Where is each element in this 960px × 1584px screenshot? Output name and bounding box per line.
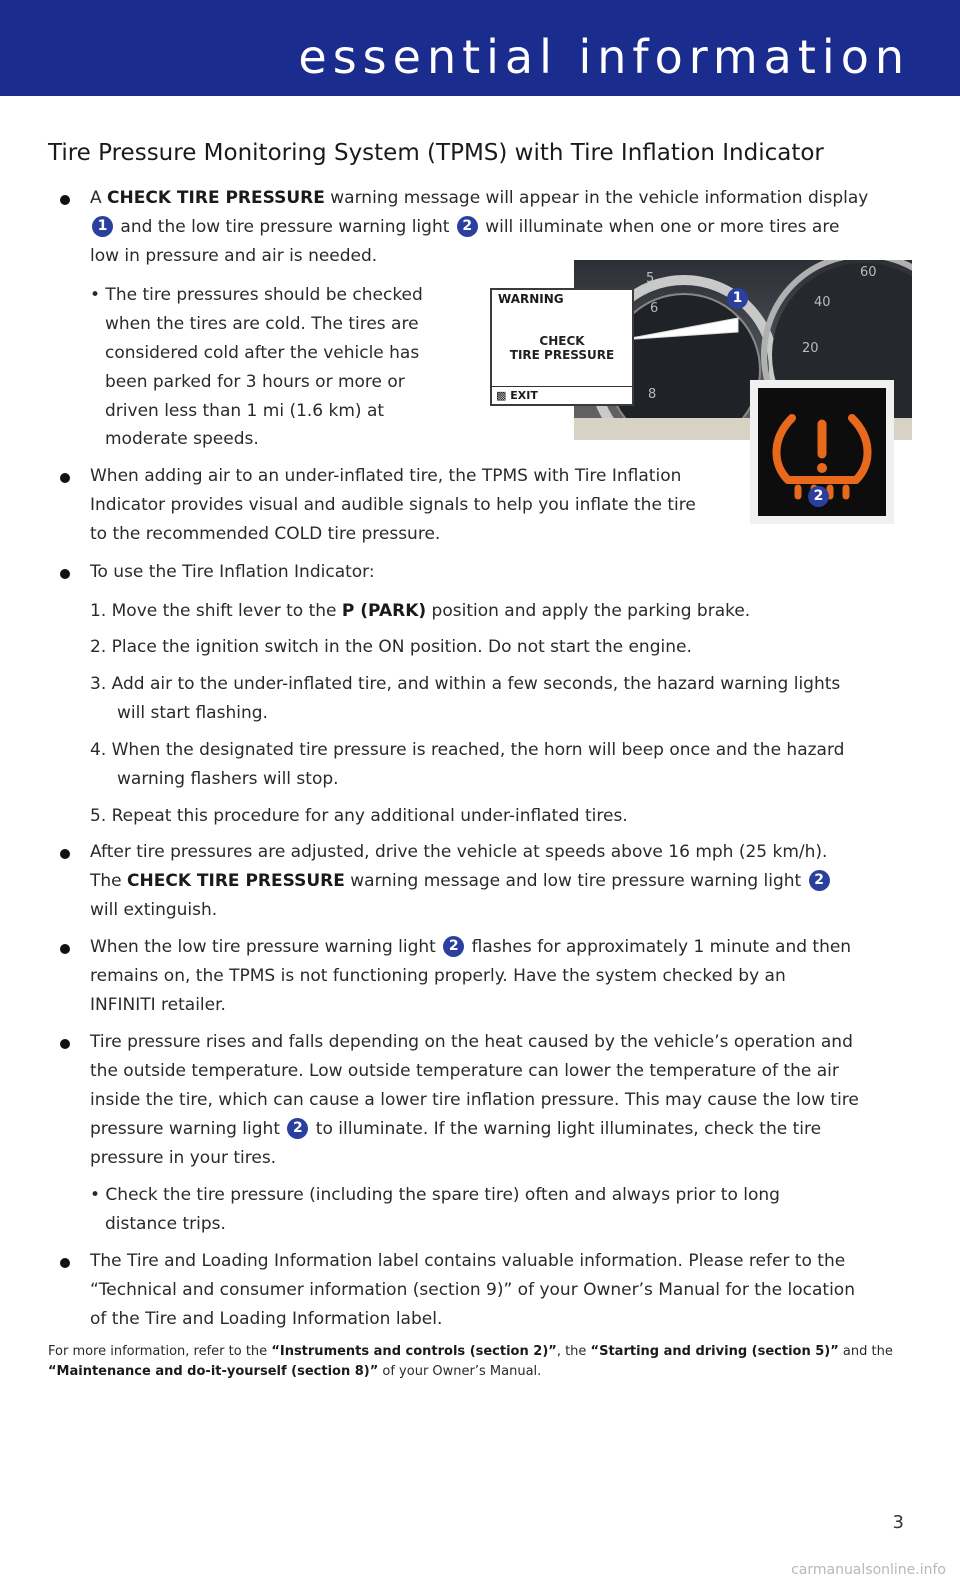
bullet-7-line-1: The Tire and Loading Information label contains valuable information. Please refer to the — [90, 1251, 846, 1271]
bullet-2-line-2: Indicator provides visual and audible signals to help you inflate the tire — [90, 495, 696, 515]
gauge-number: 20 — [802, 341, 819, 356]
bullet-1-sub-line-3: considered cold after the vehicle has — [105, 343, 420, 363]
display-divider — [492, 386, 632, 387]
gauge-number: 40 — [814, 295, 831, 310]
warning-line-1: CHECK — [539, 334, 585, 348]
callout-2-badge: 2 — [808, 486, 829, 507]
step-5: 5. Repeat this procedure for any additional under-inflated tires. — [90, 806, 628, 826]
bullet-5-line-1: When the low tire pressure warning light 2 flashes for approximately 1 minute and then — [90, 937, 852, 957]
bullet-1-sub-line-6: moderate speeds. — [105, 429, 259, 449]
bullet-6-line-2: the outside temperature. Low outside temperature can lower the temperature of the air — [90, 1061, 839, 1081]
callout-1-badge: 1 — [92, 216, 113, 237]
step-3-line-1: 3. Add air to the under-inflated tire, and within a few seconds, the hazard warning lights — [90, 674, 841, 694]
bullet-1-sub-line-1: • The tire pressures should be checked — [90, 285, 423, 305]
callout-2-badge: 2 — [457, 216, 478, 237]
bullet-6-sub-line-2: distance trips. — [105, 1214, 226, 1234]
gauge-number: 8 — [648, 387, 657, 402]
bullet-1-sub-line-4: been parked for 3 hours or more or — [105, 372, 405, 392]
gauge-number: 6 — [650, 301, 659, 316]
bullet-1-line-3: low in pressure and air is needed. — [90, 246, 378, 266]
bullet-4-line-2: The CHECK TIRE PRESSURE warning message and low tire pressure warning light 2 — [90, 867, 832, 896]
bullet-4-line-3: will extinguish. — [90, 900, 218, 920]
bullet-5-line-2: remains on, the TPMS is not functioning properly. Have the system checked by an — [90, 966, 786, 986]
bullet-6-line-1: Tire pressure rises and falls depending on the heat caused by the vehicle’s operation and — [90, 1032, 853, 1052]
bullet-dot — [60, 473, 70, 483]
bullet-dot — [60, 569, 70, 579]
step-3-line-2: will start flashing. — [117, 703, 268, 723]
exit-label — [496, 389, 538, 402]
bullet-6-line-4: pressure warning light 2 to illuminate. If the warning light illuminates, check the tire — [90, 1119, 822, 1139]
gauge-number: 5 — [646, 271, 655, 286]
bullet-6-line-5: pressure in your tires. — [90, 1148, 277, 1168]
bullet-3-line-1: To use the Tire Inflation Indicator: — [90, 562, 375, 582]
warning-message — [492, 334, 632, 362]
section-title: Tire Pressure Monitoring System (TPMS) with Tire Inflation Indicator — [48, 140, 824, 166]
bullet-dot — [60, 1039, 70, 1049]
watermark: carmanualsonline.info — [791, 1562, 946, 1578]
bullet-7-line-3: of the Tire and Loading Information label. — [90, 1309, 443, 1329]
exit-icon: ▩ — [496, 389, 507, 402]
reference-line-2: “Maintenance and do-it-yourself (section 8)” of your Owner’s Manual. — [48, 1364, 542, 1379]
bullet-dot — [60, 195, 70, 205]
bullet-7-line-2: “Technical and consumer information (section 9)” of your Owner’s Manual for the location — [90, 1280, 855, 1300]
warning-title: WARNING — [498, 292, 564, 306]
step-4-line-2: warning flashers will stop. — [117, 769, 339, 789]
bullet-1-line-2: 1 and the low tire pressure warning light 2 will illuminate when one or more tires are — [90, 213, 839, 242]
callout-2-badge: 2 — [809, 870, 830, 891]
step-1: 1. Move the shift lever to the P (PARK) position and apply the parking brake. — [90, 601, 751, 621]
gauge-number: 60 — [860, 265, 877, 280]
bullet-2-line-1: When adding air to an under-inflated tire, the TPMS with Tire Inflation — [90, 466, 682, 486]
reference-note — [48, 1342, 893, 1382]
bullet-5-line-3: INFINITI retailer. — [90, 995, 226, 1015]
bullet-dot — [60, 1258, 70, 1268]
bullet-1-sub-line-5: driven less than 1 mi (1.6 km) at — [105, 401, 385, 421]
bullet-dot — [60, 849, 70, 859]
bullet-1-line-1: A CHECK TIRE PRESSURE warning message will appear in the vehicle information display — [90, 188, 869, 208]
warning-line-2: TIRE PRESSURE — [509, 348, 615, 362]
page-number: 3 — [892, 1512, 904, 1533]
bullet-4-line-1: After tire pressures are adjusted, drive the vehicle at speeds above 16 mph (25 km/h). — [90, 842, 828, 862]
step-4-line-1: 4. When the designated tire pressure is reached, the horn will beep once and the hazard — [90, 740, 845, 760]
callout-2-badge: 2 — [287, 1118, 308, 1139]
callout-2-badge: 2 — [443, 936, 464, 957]
bullet-dot — [60, 944, 70, 954]
bullet-1-sub-line-2: when the tires are cold. The tires are — [105, 314, 419, 334]
callout-1-badge: 1 — [727, 288, 748, 309]
exit-text: EXIT — [510, 389, 538, 402]
step-2: 2. Place the ignition switch in the ON position. Do not start the engine. — [90, 637, 692, 657]
header-bar — [0, 0, 960, 96]
callout-pointer — [620, 310, 760, 370]
bullet-2-line-3: to the recommended COLD tire pressure. — [90, 524, 441, 544]
vehicle-info-display — [490, 288, 634, 406]
reference-line-1: For more information, refer to the “Instruments and controls (section 2)”, the “Starting and driving (section 5)” and the — [48, 1344, 893, 1359]
bullet-6-sub-line-1: • Check the tire pressure (including the spare tire) often and always prior to long — [90, 1185, 780, 1205]
bullet-6-line-3: inside the tire, which can cause a lower tire inflation pressure. This may cause the low tire — [90, 1090, 859, 1110]
header-title: essential information — [298, 30, 910, 84]
